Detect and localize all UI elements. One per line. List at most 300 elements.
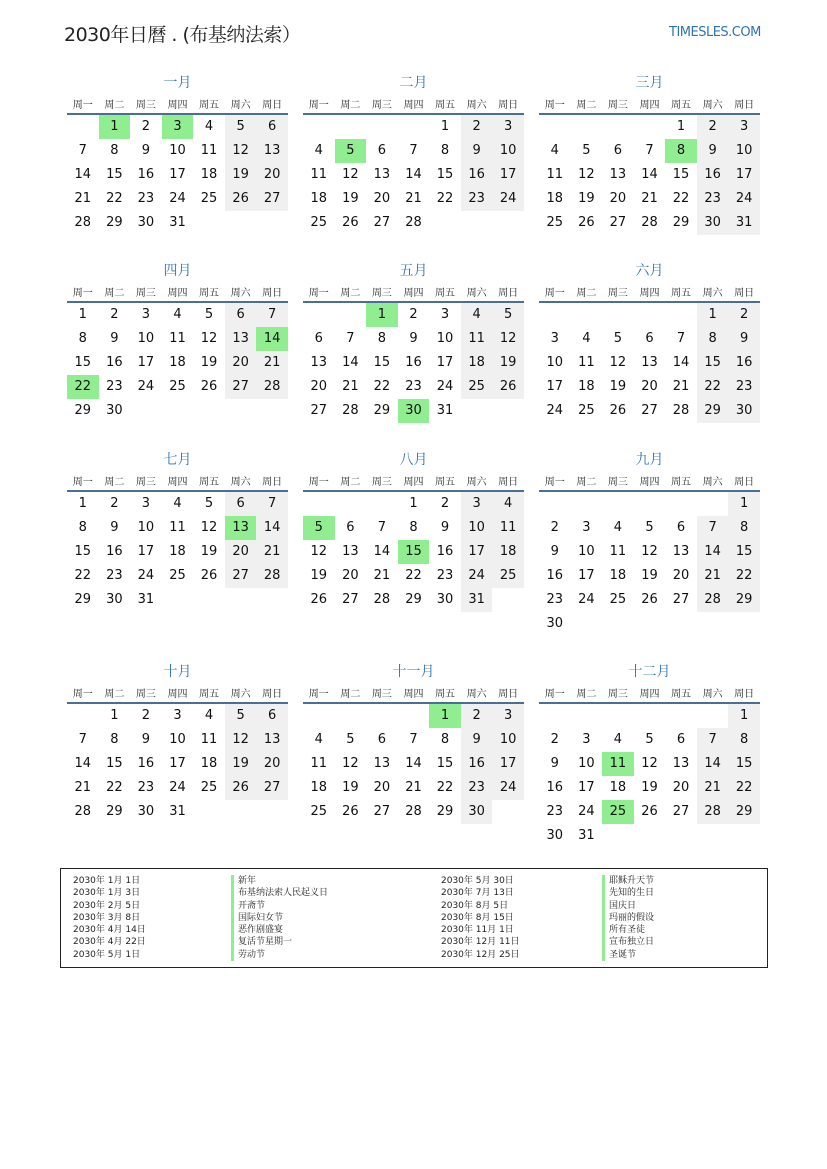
- day-cell: 5: [492, 303, 524, 327]
- weekday-label: 周二: [104, 688, 125, 700]
- weekday-label: 周一: [72, 99, 93, 111]
- weekday-label: 周日: [734, 476, 755, 488]
- weekday-label: 周五: [671, 476, 692, 488]
- legend-date: 2030年 1月 3日: [73, 888, 141, 899]
- day-cell: 28: [697, 588, 729, 612]
- day-cell: 4: [613, 732, 623, 747]
- day-cell: 25: [310, 215, 328, 230]
- day-cell: 28: [74, 804, 92, 819]
- weekday-label: 周二: [576, 476, 597, 488]
- day-cell: 4: [173, 307, 182, 322]
- day-cell: 17: [492, 163, 524, 187]
- day-grid: [539, 492, 760, 636]
- day-cell: 3: [550, 331, 559, 346]
- day-cell: 5: [645, 520, 654, 535]
- day-cell: 27: [672, 804, 690, 819]
- day-cell: 10: [137, 520, 155, 535]
- day-cell: 20: [342, 568, 359, 583]
- day-cell: 22: [672, 191, 690, 206]
- day-cell: 1: [409, 496, 418, 511]
- legend-names-col-2: [602, 875, 654, 961]
- day-cell: 24: [137, 379, 155, 394]
- day-cell: 7: [256, 492, 288, 516]
- day-cell: 18: [546, 191, 564, 206]
- empty-day: [398, 704, 430, 728]
- weekday-label: 周六: [466, 476, 487, 488]
- legend-date: 2030年 2月 5日: [73, 900, 141, 911]
- weekday-label: 周日: [734, 688, 755, 700]
- day-cell: 4: [582, 331, 591, 346]
- weekday-label: 周三: [607, 476, 628, 488]
- day-cell: 23: [461, 187, 493, 211]
- day-cell: 29: [728, 588, 760, 612]
- day-cell: 1: [676, 119, 686, 134]
- day-cell: 13: [310, 355, 328, 370]
- day-cell: 27: [609, 215, 627, 230]
- day-cell: 16: [106, 355, 123, 370]
- weekday-label: 周二: [104, 476, 125, 488]
- day-cell: 22: [106, 191, 123, 206]
- weekday-label: 周五: [199, 99, 220, 111]
- day-cell: 24: [137, 568, 155, 583]
- day-cell: 22: [697, 375, 729, 399]
- day-cell: 27: [310, 403, 328, 418]
- day-cell: 6: [346, 520, 355, 535]
- legend-date: 2030年 5月 1日: [73, 949, 141, 960]
- empty-day: [697, 704, 729, 728]
- weekday-label: 周四: [403, 99, 424, 111]
- weekday-label: 周二: [104, 99, 125, 111]
- day-cell: 31: [169, 804, 186, 819]
- day-cell: 7: [409, 143, 418, 158]
- weekday-label: 周一: [308, 688, 329, 700]
- day-cell: 30: [106, 592, 123, 607]
- empty-day: [366, 492, 398, 516]
- weekday-header: [67, 93, 288, 115]
- day-cell: 2: [141, 708, 151, 723]
- day-cell: 13: [225, 516, 257, 540]
- day-cell: 1: [728, 704, 760, 728]
- day-cell: 3: [440, 307, 450, 322]
- weekday-label: 周二: [576, 688, 597, 700]
- empty-day: [539, 115, 571, 139]
- empty-day: [67, 704, 99, 728]
- day-cell: 20: [225, 351, 257, 375]
- empty-day: [602, 303, 634, 327]
- day-cell: 13: [672, 756, 690, 771]
- empty-day: [366, 704, 398, 728]
- weekday-label: 周日: [734, 99, 755, 111]
- day-cell: 29: [74, 592, 92, 607]
- weekday-label: 周四: [167, 688, 188, 700]
- day-cell: 31: [461, 588, 493, 612]
- weekday-label: 周四: [639, 688, 660, 700]
- day-grid: [303, 492, 524, 612]
- weekday-label: 周二: [340, 287, 361, 299]
- day-cell: 26: [641, 804, 658, 819]
- legend-holiday-name: 国际妇女节: [231, 912, 328, 924]
- day-cell: 10: [546, 355, 564, 370]
- month-name: 六月: [635, 263, 664, 279]
- day-cell: 27: [373, 804, 391, 819]
- day-cell: 4: [613, 520, 623, 535]
- month-name: 四月: [163, 263, 192, 279]
- day-cell: 3: [141, 496, 151, 511]
- day-cell: 13: [342, 544, 359, 559]
- day-cell: 7: [377, 520, 387, 535]
- month-block: [67, 662, 288, 824]
- day-cell: 23: [461, 776, 493, 800]
- weekday-label: 周日: [498, 688, 519, 700]
- empty-day: [571, 704, 603, 728]
- day-cell: 29: [697, 399, 729, 423]
- day-cell: 26: [492, 375, 524, 399]
- day-cell: 25: [609, 592, 627, 607]
- day-cell: 10: [578, 756, 595, 771]
- day-cell: 5: [335, 139, 367, 163]
- legend-date: 2030年 12月 25日: [441, 949, 520, 960]
- weekday-label: 周一: [544, 476, 565, 488]
- day-cell: 24: [169, 780, 186, 795]
- month-name: 三月: [635, 75, 664, 91]
- day-cell: 14: [405, 167, 422, 182]
- day-cell: 29: [436, 804, 454, 819]
- weekday-header: [67, 470, 288, 492]
- day-cell: 18: [609, 780, 627, 795]
- day-cell: 25: [200, 780, 218, 795]
- day-cell: 22: [728, 776, 760, 800]
- day-cell: 28: [641, 215, 658, 230]
- day-cell: 2: [697, 115, 729, 139]
- day-cell: 26: [578, 215, 595, 230]
- day-cell: 13: [609, 167, 627, 182]
- month-block: [539, 73, 760, 235]
- day-cell: 14: [672, 355, 690, 370]
- day-cell: 28: [405, 804, 422, 819]
- day-cell: 24: [546, 403, 564, 418]
- day-cell: 20: [672, 780, 690, 795]
- empty-day: [571, 115, 603, 139]
- month-name: 十二月: [628, 664, 671, 680]
- day-cell: 5: [613, 331, 623, 346]
- day-cell: 21: [405, 780, 422, 795]
- day-cell: 8: [78, 331, 87, 346]
- weekday-label: 周四: [639, 287, 660, 299]
- day-cell: 19: [492, 351, 524, 375]
- legend-date: 2030年 12月 11日: [441, 937, 520, 948]
- day-cell: 2: [461, 115, 493, 139]
- month-block: [67, 73, 288, 235]
- legend-date: 2030年 11月 1日: [441, 925, 514, 936]
- day-cell: 13: [256, 728, 288, 752]
- day-cell: 15: [106, 756, 123, 771]
- weekday-label: 周四: [639, 99, 660, 111]
- day-cell: 9: [728, 327, 760, 351]
- day-cell: 16: [546, 568, 564, 583]
- legend-holiday-name: 开斋节: [231, 900, 328, 912]
- day-cell: 23: [697, 187, 729, 211]
- day-cell: 30: [137, 215, 155, 230]
- legend-holiday-name: 先知的生日: [602, 887, 654, 899]
- day-cell: 26: [342, 804, 359, 819]
- day-grid: [303, 303, 524, 423]
- day-cell: 11: [200, 732, 218, 747]
- day-cell: 9: [550, 544, 559, 559]
- day-cell: 12: [200, 520, 218, 535]
- day-cell: 6: [377, 732, 387, 747]
- day-cell: 3: [162, 115, 194, 139]
- day-cell: 26: [641, 592, 658, 607]
- day-cell: 7: [346, 331, 355, 346]
- day-cell: 15: [728, 540, 760, 564]
- legend-names-col-1: [231, 875, 328, 961]
- day-cell: 1: [429, 704, 461, 728]
- weekday-label: 周六: [702, 287, 723, 299]
- day-cell: 1: [440, 119, 450, 134]
- day-cell: 29: [106, 215, 123, 230]
- empty-day: [303, 115, 335, 139]
- legend-date: 2030年 4月 22日: [73, 937, 146, 948]
- empty-day: [303, 704, 335, 728]
- weekday-label: 周日: [262, 688, 283, 700]
- month-name: 十月: [163, 664, 192, 680]
- day-cell: 15: [436, 756, 454, 771]
- weekday-header: [303, 682, 524, 704]
- day-cell: 15: [398, 540, 430, 564]
- day-cell: 6: [377, 143, 387, 158]
- day-cell: 18: [169, 355, 186, 370]
- legend-date: 2030年 5月 30日: [441, 876, 514, 886]
- weekday-label: 周四: [639, 476, 660, 488]
- day-cell: 27: [256, 776, 288, 800]
- weekday-label: 周五: [435, 688, 456, 700]
- month-name: 八月: [399, 452, 428, 468]
- day-cell: 19: [310, 568, 328, 583]
- day-cell: 3: [492, 704, 524, 728]
- day-cell: 4: [492, 492, 524, 516]
- day-cell: 28: [697, 800, 729, 824]
- day-cell: 22: [74, 568, 92, 583]
- day-cell: 17: [461, 540, 493, 564]
- site-brand[interactable]: TIMESLES.COM: [669, 25, 761, 40]
- weekday-label: 周二: [340, 476, 361, 488]
- day-cell: 6: [645, 331, 654, 346]
- legend-holiday-name: 劳动节: [231, 949, 328, 961]
- day-cell: 8: [78, 520, 87, 535]
- day-cell: 29: [373, 403, 391, 418]
- day-cell: 25: [461, 375, 493, 399]
- day-cell: 14: [697, 540, 729, 564]
- weekday-label: 周六: [466, 287, 487, 299]
- day-cell: 5: [582, 143, 591, 158]
- day-cell: 7: [78, 732, 87, 747]
- day-cell: 16: [697, 163, 729, 187]
- day-cell: 26: [225, 776, 257, 800]
- day-cell: 8: [409, 520, 418, 535]
- day-cell: 9: [110, 331, 119, 346]
- day-cell: 8: [665, 139, 697, 163]
- day-cell: 17: [728, 163, 760, 187]
- day-cell: 12: [310, 544, 328, 559]
- day-cell: 15: [373, 355, 391, 370]
- day-cell: 20: [310, 379, 328, 394]
- weekday-label: 周三: [607, 287, 628, 299]
- day-cell: 7: [645, 143, 654, 158]
- day-cell: 17: [578, 568, 595, 583]
- day-cell: 10: [169, 732, 186, 747]
- day-cell: 3: [582, 520, 591, 535]
- day-cell: 18: [461, 351, 493, 375]
- weekday-label: 周二: [340, 688, 361, 700]
- legend-date: 2030年 4月 14日: [73, 925, 146, 936]
- empty-day: [571, 492, 603, 516]
- weekday-label: 周一: [308, 99, 329, 111]
- day-cell: 30: [398, 399, 430, 423]
- day-cell: 5: [645, 732, 654, 747]
- day-cell: 16: [106, 544, 123, 559]
- day-cell: 16: [461, 752, 493, 776]
- day-cell: 24: [461, 564, 493, 588]
- day-cell: 25: [578, 403, 595, 418]
- weekday-header: [539, 281, 760, 303]
- day-cell: 16: [546, 780, 564, 795]
- day-cell: 1: [366, 303, 398, 327]
- day-cell: 29: [672, 215, 690, 230]
- day-cell: 18: [200, 756, 218, 771]
- day-cell: 22: [436, 780, 454, 795]
- day-cell: 31: [169, 215, 186, 230]
- day-cell: 27: [225, 375, 257, 399]
- legend-holiday-name: 国庆日: [602, 900, 654, 912]
- day-cell: 26: [310, 592, 328, 607]
- weekday-label: 周五: [435, 287, 456, 299]
- weekday-header: [67, 682, 288, 704]
- day-cell: 21: [641, 191, 658, 206]
- day-cell: 12: [609, 355, 627, 370]
- day-cell: 31: [578, 828, 595, 843]
- legend-holiday-name: 圣诞节: [602, 949, 654, 961]
- day-cell: 27: [672, 592, 690, 607]
- day-cell: 13: [672, 544, 690, 559]
- day-cell: 10: [137, 331, 155, 346]
- month-name: 七月: [163, 452, 192, 468]
- day-cell: 13: [256, 139, 288, 163]
- weekday-label: 周三: [371, 688, 392, 700]
- weekday-label: 周六: [230, 287, 251, 299]
- day-cell: 22: [405, 568, 422, 583]
- day-cell: 7: [697, 516, 729, 540]
- day-cell: 17: [436, 355, 454, 370]
- day-cell: 24: [169, 191, 186, 206]
- day-cell: 7: [256, 303, 288, 327]
- day-cell: 18: [310, 191, 328, 206]
- empty-day: [665, 303, 697, 327]
- day-cell: 2: [461, 704, 493, 728]
- day-cell: 20: [609, 191, 627, 206]
- weekday-label: 周六: [230, 99, 251, 111]
- weekday-label: 周三: [135, 287, 156, 299]
- day-cell: 20: [225, 540, 257, 564]
- day-cell: 26: [200, 568, 218, 583]
- day-cell: 13: [373, 756, 391, 771]
- day-cell: 28: [405, 215, 422, 230]
- weekday-label: 周五: [199, 287, 220, 299]
- weekday-label: 周二: [576, 287, 597, 299]
- day-cell: 21: [697, 564, 729, 588]
- day-cell: 21: [74, 191, 92, 206]
- day-cell: 4: [314, 143, 323, 158]
- day-cell: 7: [409, 732, 418, 747]
- empty-day: [571, 303, 603, 327]
- day-cell: 27: [256, 187, 288, 211]
- day-cell: 28: [672, 403, 690, 418]
- holiday-legend: [60, 868, 768, 968]
- day-cell: 6: [256, 115, 288, 139]
- day-cell: 4: [204, 119, 214, 134]
- day-cell: 6: [225, 303, 257, 327]
- day-cell: 8: [377, 331, 387, 346]
- day-cell: 1: [78, 307, 87, 322]
- day-cell: 14: [405, 756, 422, 771]
- legend-holiday-name: 宣布独立日: [602, 936, 654, 948]
- day-cell: 9: [141, 732, 151, 747]
- empty-day: [335, 115, 367, 139]
- weekday-header: [303, 470, 524, 492]
- empty-day: [665, 704, 697, 728]
- day-cell: 12: [342, 167, 359, 182]
- day-cell: 28: [74, 215, 92, 230]
- weekday-label: 周日: [262, 287, 283, 299]
- day-cell: 21: [256, 351, 288, 375]
- day-cell: 17: [169, 756, 186, 771]
- day-cell: 27: [225, 564, 257, 588]
- legend-date: 2030年 3月 8日: [73, 912, 141, 923]
- month-block: [539, 450, 760, 636]
- day-cell: 17: [137, 355, 155, 370]
- weekday-label: 周五: [199, 688, 220, 700]
- weekday-label: 周一: [72, 476, 93, 488]
- legend-date: 2030年 8月 5日: [441, 900, 509, 911]
- day-cell: 25: [492, 564, 524, 588]
- legend-dates-col-2: [441, 875, 520, 961]
- day-cell: 15: [74, 355, 92, 370]
- day-cell: 23: [106, 568, 123, 583]
- day-cell: 27: [641, 403, 658, 418]
- month-name: 九月: [635, 452, 664, 468]
- day-cell: 19: [342, 780, 359, 795]
- day-cell: 23: [546, 804, 564, 819]
- weekday-label: 周六: [230, 476, 251, 488]
- day-cell: 17: [492, 752, 524, 776]
- weekday-label: 周日: [734, 287, 755, 299]
- legend-holiday-name: 新年: [231, 875, 328, 887]
- day-cell: 22: [436, 191, 454, 206]
- day-cell: 4: [204, 708, 214, 723]
- day-cell: 12: [225, 139, 257, 163]
- weekday-label: 周四: [403, 688, 424, 700]
- weekday-label: 周三: [371, 287, 392, 299]
- day-cell: 19: [200, 355, 218, 370]
- day-cell: 4: [550, 143, 559, 158]
- weekday-label: 周三: [135, 688, 156, 700]
- day-cell: 11: [546, 167, 564, 182]
- day-cell: 14: [697, 752, 729, 776]
- day-cell: 21: [672, 379, 690, 394]
- weekday-label: 周四: [167, 287, 188, 299]
- day-cell: 14: [256, 516, 288, 540]
- weekday-header: [67, 281, 288, 303]
- day-cell: 2: [728, 303, 760, 327]
